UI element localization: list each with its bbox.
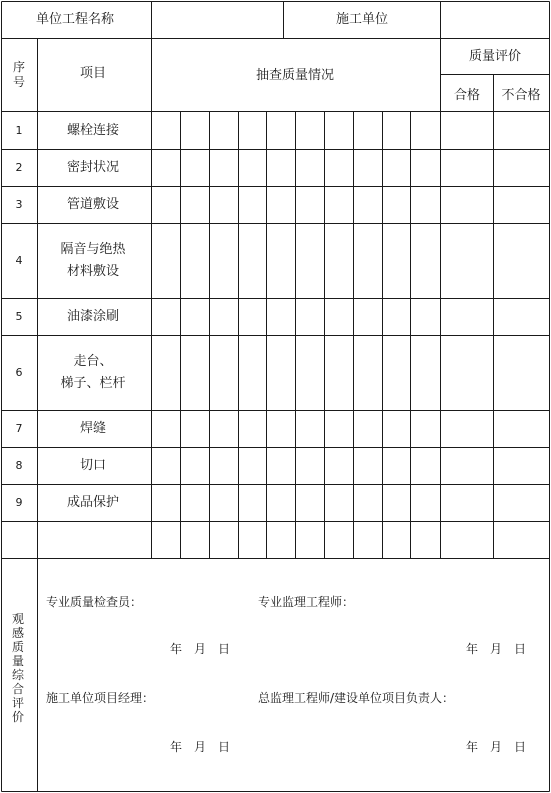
chief-supervisor-date: 年 月 日 (466, 740, 527, 754)
project-manager-date: 年 月 日 (170, 740, 231, 754)
col-fail-header: 不合格 (501, 88, 541, 103)
row-item-label: 螺栓连接 (66, 122, 120, 138)
supervisor-date: 年 月 日 (466, 642, 527, 656)
row-number: 6 (15, 366, 23, 379)
row-item-label: 切口 (79, 458, 107, 473)
row-number: 2 (15, 161, 23, 174)
row-number: 1 (15, 123, 23, 137)
summary-label: 观感质量综合评价 (11, 612, 24, 724)
row-number: 8 (15, 459, 23, 472)
row-item-label: 成品保护 (66, 495, 120, 510)
col-inspection-header: 抽查质量情况 (255, 68, 335, 83)
row-number: 5 (15, 310, 23, 323)
col-index-header: 序号 (12, 60, 25, 89)
chief-supervisor-label: 总监理工程师/建设单位项目负责人： (258, 691, 455, 705)
col-quality-eval-header: 质量评价 (468, 49, 522, 64)
row-item-label: 焊缝 (79, 421, 107, 436)
inspector-label: 专业质量检查员： (46, 595, 143, 609)
construction-unit-label: 施工单位 (335, 12, 389, 27)
col-item-header: 项目 (79, 66, 107, 81)
col-pass-header: 合格 (453, 88, 481, 103)
row-item-label: 梯子、栏杆 (60, 376, 126, 391)
row-number: 9 (15, 496, 23, 509)
project-manager-label: 施工单位项目经理： (46, 691, 155, 705)
row-number: 4 (15, 254, 23, 267)
row-item-label: 材料敷设 (66, 264, 120, 279)
row-number: 7 (15, 422, 23, 435)
row-item-label: 隔音与绝热 (60, 242, 126, 257)
row-item-label: 走台、 (73, 354, 113, 369)
row-item-label: 管道敷设 (66, 197, 120, 212)
inspector-date: 年 月 日 (170, 642, 231, 656)
supervisor-label: 专业监理工程师： (258, 595, 355, 609)
row-item-label: 油漆涂刷 (66, 309, 120, 324)
row-number: 3 (15, 198, 23, 211)
unit-project-name-label: 单位工程名称 (36, 12, 115, 27)
row-item-label: 密封状况 (66, 160, 120, 175)
